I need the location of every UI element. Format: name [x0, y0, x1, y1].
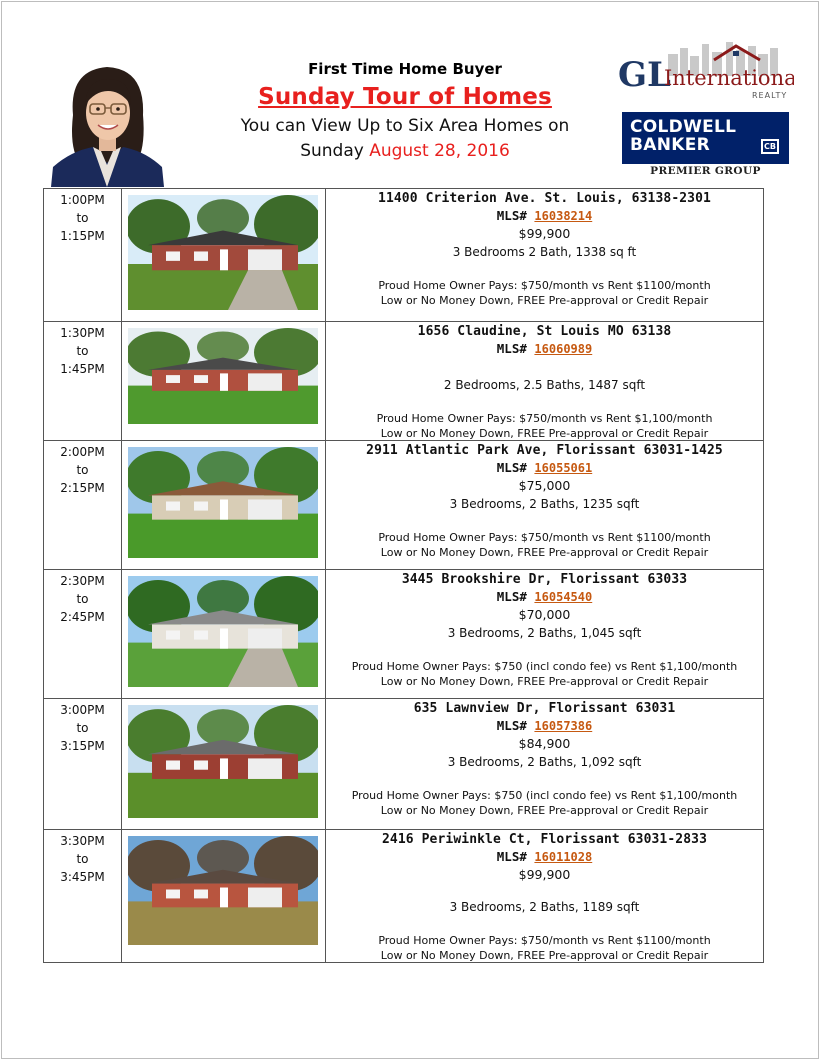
date-prefix: Sunday [300, 141, 364, 161]
listing-info [326, 830, 764, 963]
photo-cell [122, 322, 326, 441]
tour-row [44, 570, 764, 699]
mls-label: MLS# [496, 849, 527, 864]
listing-address: 635 Lawnview Dr, Florissant 63031 [413, 701, 676, 716]
tour-row [44, 441, 764, 570]
mls-label: MLS# [496, 208, 527, 223]
gl-realty-text: REALTY [752, 91, 788, 100]
house-photo [128, 836, 318, 945]
listing-info [326, 699, 764, 830]
time-cell [44, 699, 122, 830]
start-time: 1:30PM [60, 326, 105, 340]
time-cell [44, 441, 122, 570]
cb-line2: BANKER [630, 135, 711, 155]
money-down-text: Low or No Money Down, FREE Pre-approval or Credit Repair [380, 949, 709, 962]
time-to: to [76, 721, 89, 735]
listing-price: $99,900 [518, 226, 571, 241]
owner-pays-text: Proud Home Owner Pays: $750 (incl condo fee) vs Rent $1,100/month [351, 660, 738, 673]
owner-pays-text: Proud Home Owner Pays: $750/month vs Rent $1100/month [378, 279, 711, 292]
money-down-text: Low or No Money Down, FREE Pre-approval or Credit Repair [380, 804, 709, 817]
mls-row [326, 460, 763, 475]
listing-price: $84,900 [518, 736, 571, 751]
time-cell [44, 322, 122, 441]
tour-row [44, 830, 764, 963]
mls-link[interactable]: 16055061 [534, 461, 593, 475]
mls-label: MLS# [496, 460, 527, 475]
time-cell [44, 570, 122, 699]
listing-details: 2 Bedrooms, 2.5 Baths, 1487 sqft [443, 378, 646, 392]
listing-price: $70,000 [518, 607, 571, 622]
money-down-text: Low or No Money Down, FREE Pre-approval or Credit Repair [380, 294, 709, 307]
listing-price: $75,000 [518, 478, 571, 493]
header [170, 58, 640, 161]
listing-info [326, 322, 764, 441]
time-to: to [76, 592, 89, 606]
header-line: You can View Up to Six Area Homes on [240, 116, 570, 136]
time-cell [44, 189, 122, 322]
start-time: 2:00PM [60, 445, 105, 459]
agent-photo [51, 55, 164, 187]
photo-cell [122, 570, 326, 699]
end-time: 3:15PM [60, 739, 105, 753]
listing-address: 2416 Periwinkle Ct, Florissant 63031-2833 [382, 832, 707, 847]
listing-address: 11400 Criterion Ave. St. Louis, 63138-2301 [378, 191, 711, 206]
house-photo [128, 328, 318, 424]
listing-details: 3 Bedrooms, 2 Baths, 1235 sqft [449, 497, 640, 511]
tour-date: August 28, 2016 [369, 141, 510, 161]
cb-line1: COLDWELL [630, 117, 737, 137]
listing-info [326, 570, 764, 699]
mls-row [326, 589, 763, 604]
mls-link[interactable]: 16057386 [534, 719, 593, 733]
mls-row [326, 718, 763, 733]
time-to: to [76, 344, 89, 358]
house-photo [128, 576, 318, 687]
house-photo [128, 447, 318, 558]
tour-row [44, 699, 764, 830]
mls-link[interactable]: 16060989 [534, 342, 593, 356]
time-to: to [76, 852, 89, 866]
gl-international-logo [618, 40, 794, 102]
end-time: 2:15PM [60, 481, 105, 495]
money-down-text: Low or No Money Down, FREE Pre-approval or Credit Repair [380, 427, 709, 440]
listing-address: 3445 Brookshire Dr, Florissant 63033 [401, 572, 688, 587]
owner-pays-text: Proud Home Owner Pays: $750/month vs Rent $1100/month [378, 934, 711, 947]
photo-cell [122, 699, 326, 830]
owner-pays-text: Proud Home Owner Pays: $750/month vs Rent $1100/month [378, 531, 711, 544]
money-down-text: Low or No Money Down, FREE Pre-approval or Credit Repair [380, 675, 709, 688]
mls-link[interactable]: 16038214 [534, 209, 593, 223]
mls-link[interactable]: 16054540 [534, 590, 593, 604]
mls-link[interactable]: 16011028 [534, 850, 593, 864]
owner-pays-text: Proud Home Owner Pays: $750/month vs Rent $1,100/month [376, 412, 713, 425]
money-down-text: Low or No Money Down, FREE Pre-approval or Credit Repair [380, 546, 709, 559]
photo-cell [122, 441, 326, 570]
time-to: to [76, 211, 89, 225]
mls-label: MLS# [496, 341, 527, 356]
start-time: 3:00PM [60, 703, 105, 717]
listing-address: 1656 Claudine, St Louis MO 63138 [417, 324, 672, 339]
start-time: 3:30PM [60, 834, 105, 848]
listing-details: 3 Bedrooms, 2 Baths, 1,092 sqft [447, 755, 642, 769]
mls-label: MLS# [496, 718, 527, 733]
listing-details: 3 Bedrooms 2 Bath, 1338 sq ft [452, 245, 637, 259]
listing-details: 3 Bedrooms, 2 Baths, 1,045 sqft [447, 626, 642, 640]
gl-international-text: International [664, 66, 794, 90]
photo-cell [122, 830, 326, 963]
listing-info [326, 441, 764, 570]
start-time: 2:30PM [60, 574, 105, 588]
mls-row [326, 208, 763, 223]
photo-cell [122, 189, 326, 322]
mls-label: MLS# [496, 589, 527, 604]
end-time: 1:45PM [60, 362, 105, 376]
cb-mark-icon: CB [761, 139, 779, 154]
tour-row [44, 189, 764, 322]
house-photo [128, 705, 318, 818]
listing-info [326, 189, 764, 322]
tour-table [43, 188, 764, 963]
time-cell [44, 830, 122, 963]
house-photo [128, 195, 318, 310]
end-time: 2:45PM [60, 610, 105, 624]
premier-group-label: PREMIER GROUP [650, 165, 761, 177]
coldwell-banker-logo [622, 112, 789, 164]
owner-pays-text: Proud Home Owner Pays: $750 (incl condo fee) vs Rent $1,100/month [351, 789, 738, 802]
listing-price: $99,900 [518, 867, 571, 882]
gl-letters: GL [618, 55, 671, 95]
end-time: 1:15PM [60, 229, 105, 243]
listing-address: 2911 Atlantic Park Ave, Florissant 63031-1425 [366, 443, 723, 458]
tour-row [44, 322, 764, 441]
start-time: 1:00PM [60, 193, 105, 207]
mls-row [326, 849, 763, 864]
header-subtitle: First Time Home Buyer [308, 60, 502, 78]
header-date-row [170, 141, 640, 161]
header-title: Sunday Tour of Homes [258, 84, 552, 110]
listing-details: 3 Bedrooms, 2 Baths, 1189 sqft [449, 900, 640, 914]
mls-row [326, 341, 763, 356]
end-time: 3:45PM [60, 870, 105, 884]
time-to: to [76, 463, 89, 477]
